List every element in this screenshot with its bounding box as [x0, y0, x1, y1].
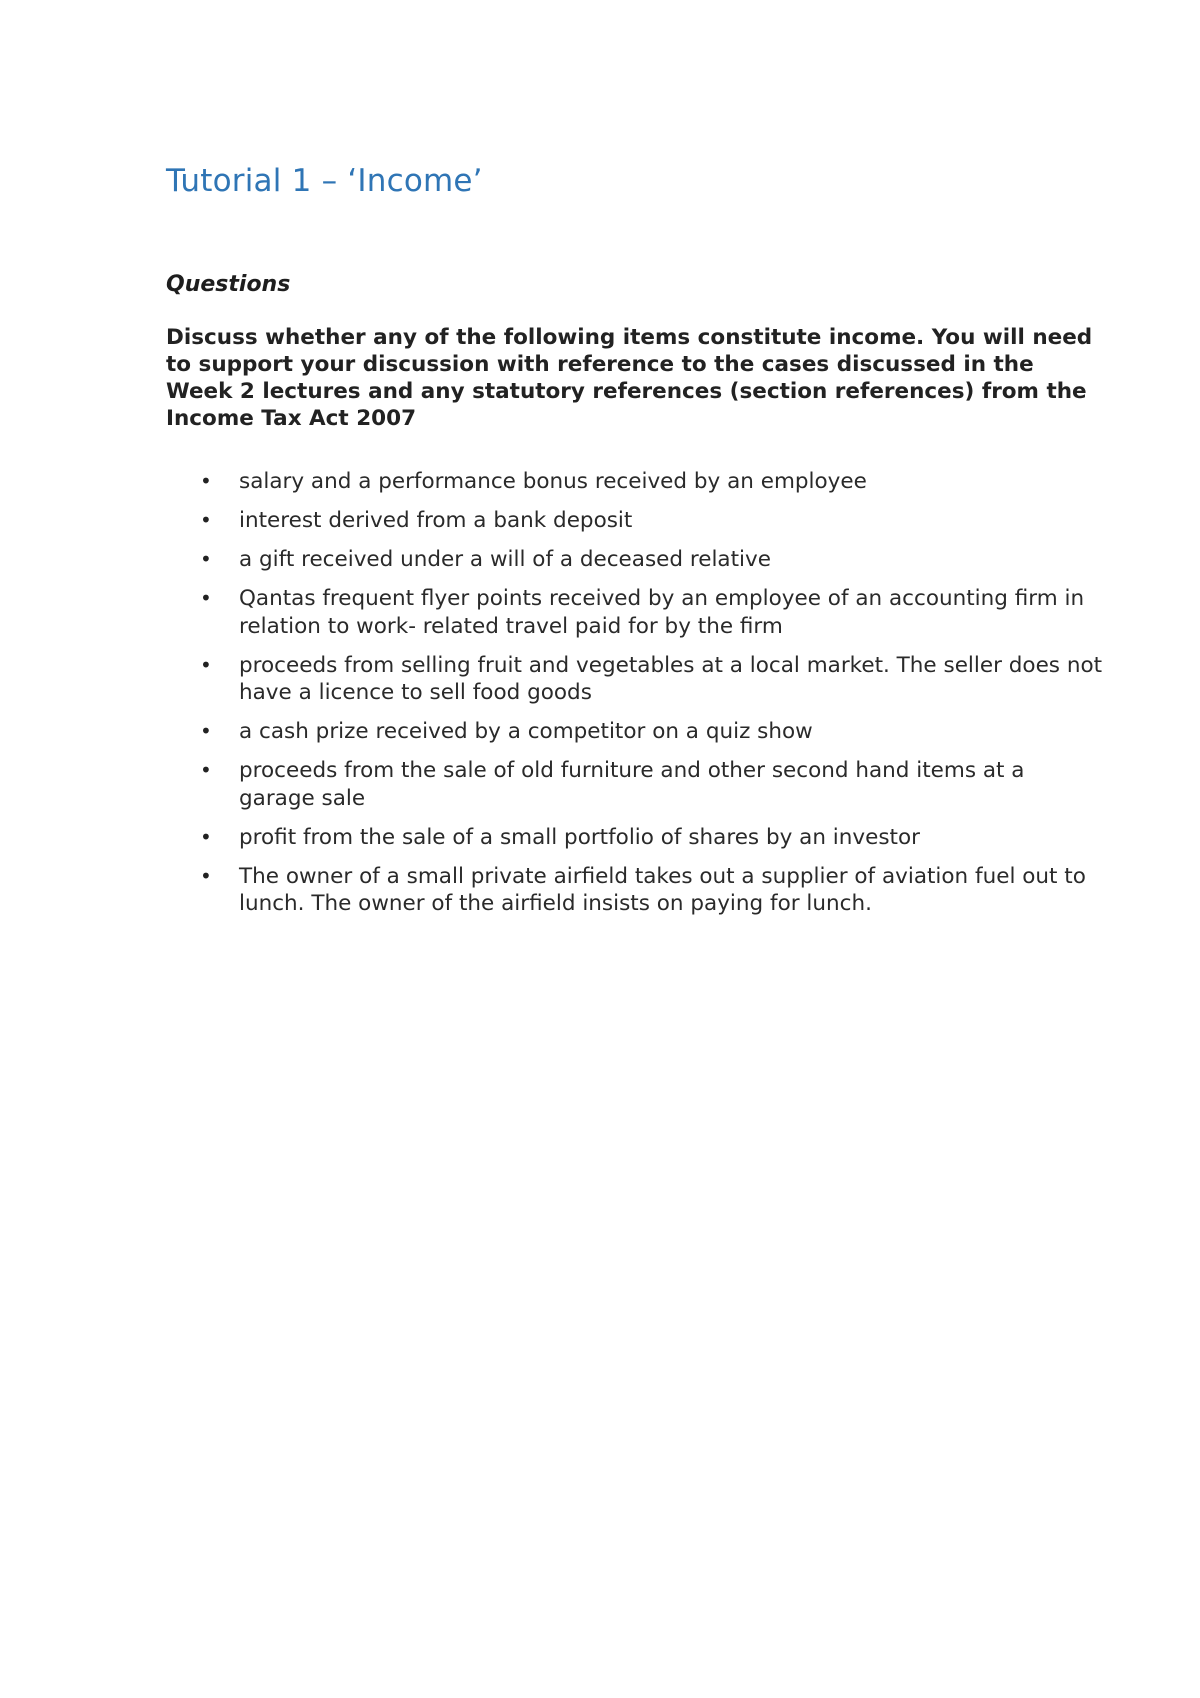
bullet-icon: • [200, 758, 212, 782]
question-item-2 [166, 507, 1106, 535]
question-item-6 [166, 718, 1106, 746]
question-text: a cash prize received by a competitor on a quiz show [239, 719, 813, 744]
question-text: proceeds from the sale of old furniture and other second hand items at a garage sale [239, 758, 1025, 811]
bullet-icon: • [200, 586, 212, 610]
questions-heading: Questions [166, 272, 291, 297]
question-item-8 [166, 824, 1106, 852]
bullet-icon: • [200, 469, 212, 493]
bullet-icon: • [200, 824, 212, 849]
question-list [166, 468, 1106, 918]
instructions-paragraph: Discuss whether any of the following items constitute income. You will need to support your discussion with reference to the cases discussed in the Week 2 lectures and any statutory references (section references) from the Income Tax Act 2007 [166, 325, 1093, 431]
bullet-icon: • [200, 863, 212, 888]
bullet-icon: • [200, 719, 212, 743]
question-item-5 [166, 652, 1106, 707]
question-item-4 [166, 585, 1106, 640]
question-item-3 [166, 546, 1106, 574]
question-text: interest derived from a bank deposit [239, 508, 633, 533]
document-content [166, 160, 1106, 929]
question-text: proceeds from selling fruit and vegetables at a local market. The seller does not have a licence to sell food goods [239, 652, 1103, 705]
question-item-7 [166, 757, 1106, 812]
question-text: The owner of a small private airfield takes out a supplier of aviation fuel out to lunch. The owner of the airfield insists on paying for lunch. [239, 863, 1086, 916]
question-text: a gift received under a will of a deceased relative [239, 547, 771, 572]
bullet-icon: • [200, 508, 212, 532]
bullet-icon: • [200, 547, 212, 571]
bullet-icon: • [200, 652, 212, 677]
question-text: profit from the sale of a small portfolio of shares by an investor [239, 824, 920, 850]
question-item-1 [166, 468, 1106, 496]
document-title: Tutorial 1 – ‘Income’ [166, 163, 483, 199]
question-text: Qantas frequent flyer points received by an employee of an accounting firm in relation to work- related travel paid for by the firm [239, 586, 1085, 639]
question-text: salary and a performance bonus received by an employee [239, 469, 867, 494]
question-item-9 [166, 863, 1106, 918]
